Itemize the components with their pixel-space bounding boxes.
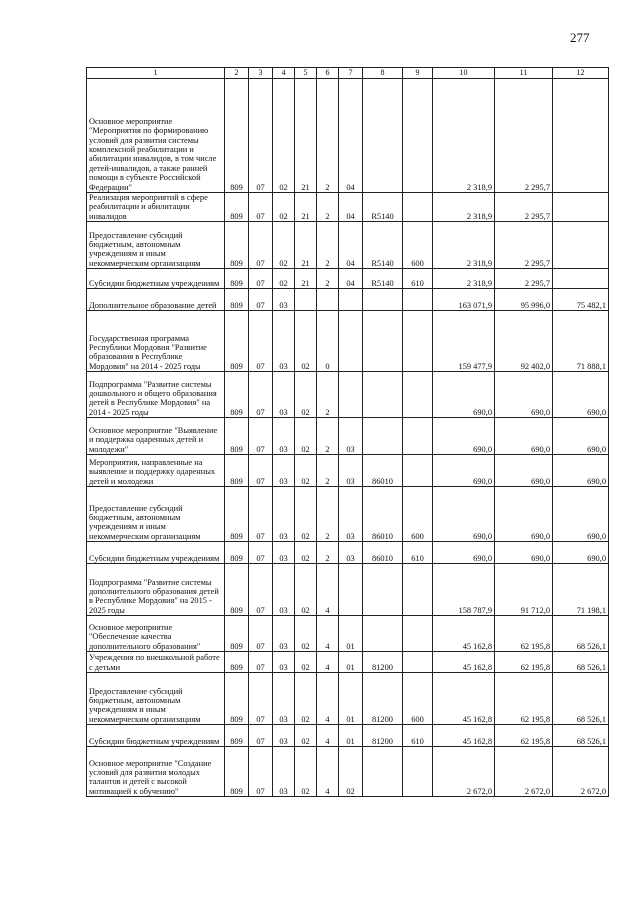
cell-c3: 07 bbox=[249, 418, 273, 455]
cell-c2: 809 bbox=[225, 222, 249, 269]
cell-c11: 62 195,8 bbox=[495, 616, 553, 652]
cell-c11: 690,0 bbox=[495, 542, 553, 564]
row-name: Подпрограмма "Развитие системы дошкольного и общего образования детей в Республике Мордовия" на 2014 - 2025 годы bbox=[87, 372, 225, 418]
cell-c12: 68 526,1 bbox=[553, 652, 609, 673]
cell-c8 bbox=[363, 289, 403, 311]
cell-c3: 07 bbox=[249, 372, 273, 418]
cell-c4: 02 bbox=[273, 79, 295, 193]
table-row bbox=[87, 725, 609, 747]
cell-c2: 809 bbox=[225, 455, 249, 487]
cell-c2: 809 bbox=[225, 564, 249, 616]
cell-c7 bbox=[339, 564, 363, 616]
table-row bbox=[87, 269, 609, 289]
row-name: Государственная программа Республики Мордовия "Развитие образования в Республике Мордовия" на 2014 - 2025 годы bbox=[87, 311, 225, 372]
cell-c2: 809 bbox=[225, 79, 249, 193]
cell-c4: 03 bbox=[273, 455, 295, 487]
cell-c9 bbox=[403, 747, 433, 797]
cell-c8: 81200 bbox=[363, 652, 403, 673]
cell-c12: 68 526,1 bbox=[553, 673, 609, 725]
cell-c11: 2 295,7 bbox=[495, 222, 553, 269]
table-row bbox=[87, 747, 609, 797]
row-name: Дополнительное образование детей bbox=[87, 289, 225, 311]
column-header: 7 bbox=[339, 68, 363, 79]
cell-c9 bbox=[403, 455, 433, 487]
cell-c4: 03 bbox=[273, 673, 295, 725]
cell-c9 bbox=[403, 372, 433, 418]
cell-c6: 2 bbox=[317, 193, 339, 222]
cell-c4: 02 bbox=[273, 193, 295, 222]
cell-c10: 45 162,8 bbox=[433, 652, 495, 673]
cell-c6: 4 bbox=[317, 725, 339, 747]
table-row bbox=[87, 372, 609, 418]
cell-c4: 03 bbox=[273, 747, 295, 797]
cell-c3: 07 bbox=[249, 673, 273, 725]
row-name: Основное мероприятие "Создание условий для развития молодых талантов и детей с высокой мотивацией к обучению" bbox=[87, 747, 225, 797]
row-name: Реализация мероприятий в сфере реабилитации и абилитации инвалидов bbox=[87, 193, 225, 222]
cell-c6: 2 bbox=[317, 269, 339, 289]
row-name: Основное мероприятие "Обеспечение качества дополнительного образования" bbox=[87, 616, 225, 652]
cell-c2: 809 bbox=[225, 747, 249, 797]
cell-c5: 02 bbox=[295, 564, 317, 616]
table-row bbox=[87, 222, 609, 269]
cell-c11: 2 295,7 bbox=[495, 269, 553, 289]
cell-c12: 71 198,1 bbox=[553, 564, 609, 616]
cell-c4: 03 bbox=[273, 487, 295, 542]
cell-c10: 45 162,8 bbox=[433, 616, 495, 652]
cell-c3: 07 bbox=[249, 652, 273, 673]
cell-c3: 07 bbox=[249, 269, 273, 289]
cell-c11: 2 295,7 bbox=[495, 79, 553, 193]
cell-c6 bbox=[317, 289, 339, 311]
cell-c9: 600 bbox=[403, 487, 433, 542]
cell-c8: R5140 bbox=[363, 193, 403, 222]
cell-c3: 07 bbox=[249, 79, 273, 193]
cell-c11: 690,0 bbox=[495, 418, 553, 455]
cell-c8: R5140 bbox=[363, 222, 403, 269]
cell-c6: 2 bbox=[317, 418, 339, 455]
cell-c7: 01 bbox=[339, 616, 363, 652]
cell-c10: 690,0 bbox=[433, 418, 495, 455]
cell-c5: 02 bbox=[295, 487, 317, 542]
cell-c9 bbox=[403, 193, 433, 222]
cell-c8 bbox=[363, 747, 403, 797]
cell-c11: 2 672,0 bbox=[495, 747, 553, 797]
column-header: 11 bbox=[495, 68, 553, 79]
table-row bbox=[87, 193, 609, 222]
cell-c2: 809 bbox=[225, 311, 249, 372]
cell-c10: 690,0 bbox=[433, 372, 495, 418]
cell-c5: 02 bbox=[295, 673, 317, 725]
cell-c2: 809 bbox=[225, 289, 249, 311]
cell-c8: 86010 bbox=[363, 455, 403, 487]
cell-c3: 07 bbox=[249, 487, 273, 542]
cell-c6: 2 bbox=[317, 487, 339, 542]
cell-c4: 03 bbox=[273, 725, 295, 747]
cell-c7 bbox=[339, 311, 363, 372]
cell-c4: 03 bbox=[273, 418, 295, 455]
cell-c6: 2 bbox=[317, 222, 339, 269]
cell-c7: 01 bbox=[339, 652, 363, 673]
table-body bbox=[87, 79, 609, 797]
page-number: 277 bbox=[570, 30, 590, 45]
cell-c4: 02 bbox=[273, 269, 295, 289]
cell-c2: 809 bbox=[225, 673, 249, 725]
cell-c9: 610 bbox=[403, 269, 433, 289]
cell-c3: 07 bbox=[249, 289, 273, 311]
cell-c11: 690,0 bbox=[495, 372, 553, 418]
cell-c10: 2 318,9 bbox=[433, 79, 495, 193]
cell-c6: 0 bbox=[317, 311, 339, 372]
cell-c2: 809 bbox=[225, 725, 249, 747]
cell-c9 bbox=[403, 652, 433, 673]
cell-c8: 86010 bbox=[363, 542, 403, 564]
cell-c10: 690,0 bbox=[433, 542, 495, 564]
cell-c2: 809 bbox=[225, 616, 249, 652]
cell-c4: 03 bbox=[273, 652, 295, 673]
cell-c10: 45 162,8 bbox=[433, 725, 495, 747]
row-name: Субсидии бюджетным учреждениям bbox=[87, 269, 225, 289]
cell-c4: 03 bbox=[273, 564, 295, 616]
cell-c5: 02 bbox=[295, 652, 317, 673]
cell-c8 bbox=[363, 418, 403, 455]
header-row bbox=[87, 68, 609, 79]
cell-c2: 809 bbox=[225, 269, 249, 289]
cell-c8: 81200 bbox=[363, 725, 403, 747]
cell-c6: 4 bbox=[317, 652, 339, 673]
cell-c5: 21 bbox=[295, 222, 317, 269]
cell-c3: 07 bbox=[249, 564, 273, 616]
cell-c10: 690,0 bbox=[433, 487, 495, 542]
cell-c10: 2 318,9 bbox=[433, 222, 495, 269]
cell-c8 bbox=[363, 564, 403, 616]
cell-c10: 163 071,9 bbox=[433, 289, 495, 311]
cell-c4: 03 bbox=[273, 542, 295, 564]
cell-c7: 03 bbox=[339, 455, 363, 487]
cell-c3: 07 bbox=[249, 616, 273, 652]
cell-c11: 690,0 bbox=[495, 455, 553, 487]
cell-c6: 2 bbox=[317, 542, 339, 564]
cell-c11: 62 195,8 bbox=[495, 652, 553, 673]
table-row bbox=[87, 418, 609, 455]
table-row bbox=[87, 673, 609, 725]
cell-c11: 2 295,7 bbox=[495, 193, 553, 222]
column-header: 6 bbox=[317, 68, 339, 79]
cell-c2: 809 bbox=[225, 193, 249, 222]
cell-c5: 21 bbox=[295, 79, 317, 193]
cell-c3: 07 bbox=[249, 747, 273, 797]
cell-c3: 07 bbox=[249, 193, 273, 222]
cell-c7: 04 bbox=[339, 222, 363, 269]
cell-c9 bbox=[403, 418, 433, 455]
cell-c10: 158 787,9 bbox=[433, 564, 495, 616]
cell-c5: 02 bbox=[295, 455, 317, 487]
cell-c3: 07 bbox=[249, 311, 273, 372]
cell-c9: 610 bbox=[403, 725, 433, 747]
cell-c6: 2 bbox=[317, 372, 339, 418]
cell-c10: 45 162,8 bbox=[433, 673, 495, 725]
cell-c6: 2 bbox=[317, 455, 339, 487]
column-header: 5 bbox=[295, 68, 317, 79]
cell-c12: 75 482,1 bbox=[553, 289, 609, 311]
cell-c12: 71 888,1 bbox=[553, 311, 609, 372]
cell-c5: 02 bbox=[295, 311, 317, 372]
cell-c6: 4 bbox=[317, 616, 339, 652]
cell-c7: 03 bbox=[339, 542, 363, 564]
cell-c12 bbox=[553, 222, 609, 269]
cell-c12 bbox=[553, 269, 609, 289]
row-name: Субсидии бюджетным учреждениям bbox=[87, 542, 225, 564]
cell-c10: 2 318,9 bbox=[433, 269, 495, 289]
cell-c12 bbox=[553, 193, 609, 222]
cell-c9: 610 bbox=[403, 542, 433, 564]
cell-c5: 02 bbox=[295, 725, 317, 747]
cell-c12: 690,0 bbox=[553, 455, 609, 487]
cell-c7 bbox=[339, 372, 363, 418]
cell-c2: 809 bbox=[225, 487, 249, 542]
cell-c9: 600 bbox=[403, 222, 433, 269]
cell-c7: 04 bbox=[339, 269, 363, 289]
cell-c6: 4 bbox=[317, 673, 339, 725]
row-name: Предоставление субсидий бюджетным, автономным учреждениям и иным некоммерческим организациям bbox=[87, 222, 225, 269]
cell-c3: 07 bbox=[249, 542, 273, 564]
cell-c5: 21 bbox=[295, 193, 317, 222]
cell-c6: 4 bbox=[317, 747, 339, 797]
cell-c8 bbox=[363, 372, 403, 418]
cell-c11: 91 712,0 bbox=[495, 564, 553, 616]
cell-c12: 690,0 bbox=[553, 372, 609, 418]
cell-c4: 03 bbox=[273, 289, 295, 311]
cell-c8 bbox=[363, 616, 403, 652]
row-name: Предоставление субсидий бюджетным, автономным учреждениям и иным некоммерческим организациям bbox=[87, 487, 225, 542]
cell-c12: 68 526,1 bbox=[553, 725, 609, 747]
cell-c11: 62 195,8 bbox=[495, 725, 553, 747]
table-row bbox=[87, 311, 609, 372]
cell-c7: 01 bbox=[339, 673, 363, 725]
column-header: 2 bbox=[225, 68, 249, 79]
cell-c5: 02 bbox=[295, 372, 317, 418]
cell-c3: 07 bbox=[249, 725, 273, 747]
column-header: 12 bbox=[553, 68, 609, 79]
row-name: Основное мероприятие "Мероприятия по формированию условий для развития системы комплексной реабилитации и абилитации инвалидов, в том числе детей-инвалидов, а также ранней помощи в субъекте Российской Федерации" bbox=[87, 79, 225, 193]
column-header: 8 bbox=[363, 68, 403, 79]
cell-c8: R5140 bbox=[363, 269, 403, 289]
cell-c7 bbox=[339, 289, 363, 311]
cell-c3: 07 bbox=[249, 455, 273, 487]
cell-c8 bbox=[363, 311, 403, 372]
cell-c12: 690,0 bbox=[553, 542, 609, 564]
cell-c4: 03 bbox=[273, 372, 295, 418]
cell-c12: 2 672,0 bbox=[553, 747, 609, 797]
cell-c5: 02 bbox=[295, 542, 317, 564]
cell-c12: 690,0 bbox=[553, 418, 609, 455]
cell-c4: 02 bbox=[273, 222, 295, 269]
row-name: Субсидии бюджетным учреждениям bbox=[87, 725, 225, 747]
cell-c11: 690,0 bbox=[495, 487, 553, 542]
row-name: Мероприятия, направленные на выявление и поддержку одаренных детей и молодежи bbox=[87, 455, 225, 487]
cell-c6: 4 bbox=[317, 564, 339, 616]
column-header: 10 bbox=[433, 68, 495, 79]
cell-c9 bbox=[403, 616, 433, 652]
row-name: Основное мероприятие "Выявление и поддержка одаренных детей и молодежи" bbox=[87, 418, 225, 455]
cell-c5 bbox=[295, 289, 317, 311]
cell-c12 bbox=[553, 79, 609, 193]
cell-c9: 600 bbox=[403, 673, 433, 725]
cell-c10: 690,0 bbox=[433, 455, 495, 487]
cell-c2: 809 bbox=[225, 418, 249, 455]
cell-c7: 03 bbox=[339, 418, 363, 455]
cell-c10: 2 318,9 bbox=[433, 193, 495, 222]
cell-c7: 01 bbox=[339, 725, 363, 747]
cell-c9 bbox=[403, 311, 433, 372]
cell-c4: 03 bbox=[273, 616, 295, 652]
budget-table bbox=[86, 67, 609, 797]
cell-c5: 02 bbox=[295, 616, 317, 652]
cell-c5: 02 bbox=[295, 747, 317, 797]
cell-c9 bbox=[403, 289, 433, 311]
cell-c7: 04 bbox=[339, 79, 363, 193]
column-header: 3 bbox=[249, 68, 273, 79]
cell-c10: 159 477,9 bbox=[433, 311, 495, 372]
cell-c8: 81200 bbox=[363, 673, 403, 725]
cell-c9 bbox=[403, 79, 433, 193]
cell-c8 bbox=[363, 79, 403, 193]
cell-c9 bbox=[403, 564, 433, 616]
table-row bbox=[87, 487, 609, 542]
table-row bbox=[87, 564, 609, 616]
cell-c7: 03 bbox=[339, 487, 363, 542]
cell-c2: 809 bbox=[225, 652, 249, 673]
cell-c12: 68 526,1 bbox=[553, 616, 609, 652]
cell-c11: 62 195,8 bbox=[495, 673, 553, 725]
cell-c2: 809 bbox=[225, 372, 249, 418]
cell-c8: 86010 bbox=[363, 487, 403, 542]
cell-c7: 02 bbox=[339, 747, 363, 797]
column-header: 1 bbox=[87, 68, 225, 79]
cell-c6: 2 bbox=[317, 79, 339, 193]
cell-c10: 2 672,0 bbox=[433, 747, 495, 797]
cell-c11: 95 996,0 bbox=[495, 289, 553, 311]
cell-c2: 809 bbox=[225, 542, 249, 564]
row-name: Учреждения по внешкольной работе с детьми bbox=[87, 652, 225, 673]
cell-c12: 690,0 bbox=[553, 487, 609, 542]
cell-c7: 04 bbox=[339, 193, 363, 222]
cell-c11: 92 402,0 bbox=[495, 311, 553, 372]
table-row bbox=[87, 455, 609, 487]
column-header: 9 bbox=[403, 68, 433, 79]
cell-c5: 02 bbox=[295, 418, 317, 455]
table-row bbox=[87, 289, 609, 311]
column-header: 4 bbox=[273, 68, 295, 79]
row-name: Подпрограмма "Развитие системы дополнительного образования детей в Республике Мордовия" на 2015 - 2025 годы bbox=[87, 564, 225, 616]
row-name: Предоставление субсидий бюджетным, автономным учреждениям и иным некоммерческим организациям bbox=[87, 673, 225, 725]
table-row bbox=[87, 79, 609, 193]
table-row bbox=[87, 652, 609, 673]
cell-c5: 21 bbox=[295, 269, 317, 289]
cell-c4: 03 bbox=[273, 311, 295, 372]
table-row bbox=[87, 542, 609, 564]
table-row bbox=[87, 616, 609, 652]
cell-c3: 07 bbox=[249, 222, 273, 269]
